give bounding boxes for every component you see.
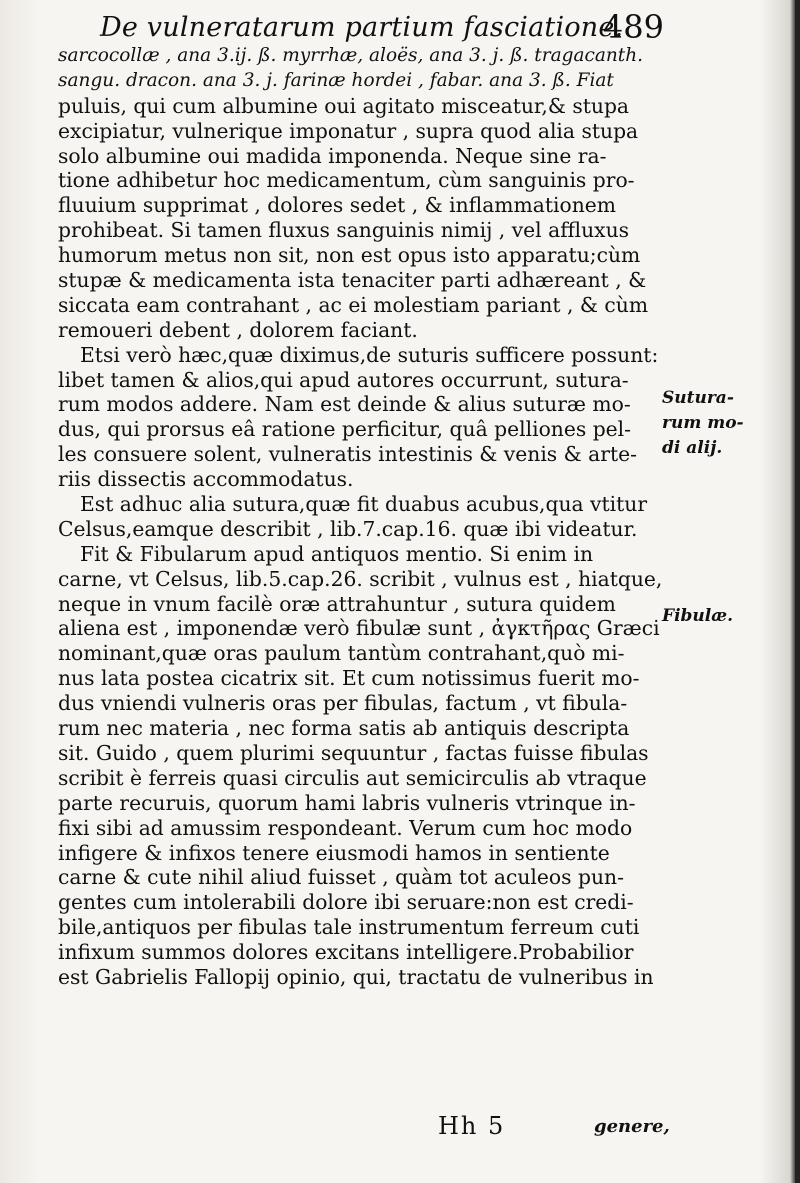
signature-mark: Hh 5 bbox=[438, 1112, 506, 1140]
margin-note-line: di alij. bbox=[662, 438, 723, 458]
text-line: Celsus,eamque describit , lib.7.cap.16. quæ ibi videatur. bbox=[58, 516, 638, 541]
text-line: est Gabrielis Fallopij opinio, qui, tractatu de vulneribus in bbox=[58, 964, 654, 989]
margin-note-line: Sutura- bbox=[662, 388, 734, 408]
text-line: rum nec materia , nec forma satis ab antiquis descripta bbox=[58, 716, 630, 741]
margin-note-sutura bbox=[662, 386, 792, 461]
text-line: fluuium supprimat , dolores sedet , & inflammationem bbox=[58, 193, 617, 218]
text-line: Est adhuc alia sutura,quæ fit duabus acubus,qua vtitur bbox=[80, 492, 648, 517]
text-line: carne & cute nihil aliud fuisset , quàm tot aculeos pun- bbox=[58, 865, 624, 890]
text-line: neque in vnum facilè oræ attrahuntur , sutura quidem bbox=[58, 591, 616, 616]
text-line: remoueri debent , dolorem faciant. bbox=[58, 317, 418, 342]
text-line: parte recuruis, quorum hami labris vulneris vtrinque in- bbox=[58, 790, 636, 815]
text-line: gentes cum intolerabili dolore ibi seruare:non est credi- bbox=[58, 890, 634, 915]
text-line: carne, vt Celsus, lib.5.cap.26. scribit , vulnus est , hiatque, bbox=[58, 566, 663, 591]
text-line: sarcocollæ , ana 3.ij. ß. myrrhæ, aloës, ana 3. j. ß. tragacanth. bbox=[58, 45, 644, 66]
text-line: prohibeat. Si tamen fluxus sanguinis nimij , vel affluxus bbox=[58, 218, 630, 243]
text-line: dus vniendi vulneris oras per fibulas, factum , vt fibula- bbox=[58, 691, 628, 716]
text-line: tione adhibetur hoc medicamentum, cùm sanguinis pro- bbox=[58, 168, 635, 193]
text-line: Fit & Fibularum apud antiquos mentio. Si enim in bbox=[80, 541, 594, 566]
text-line: siccata eam contrahant , ac ei molestiam pariant , & cùm bbox=[58, 292, 649, 317]
page-edge-shadow bbox=[795, 0, 800, 1183]
text-line: sangu. dracon. ana 3. j. farinæ hordei , fabar. ana 3. ß. Fiat bbox=[58, 69, 614, 91]
text-line: infixum summos dolores excitans intelligere.Probabilior bbox=[58, 940, 634, 965]
text-line: riis dissectis accommodatus. bbox=[58, 467, 354, 492]
text-line: sit. Guido , quem plurimi sequuntur , factas fuisse fibulas bbox=[58, 740, 649, 765]
text-line: infigere & infixos tenere eiusmodi hamos in sentiente bbox=[58, 840, 610, 865]
text-line: scribit è ferreis quasi circulis aut semicirculis ab vtraque bbox=[58, 765, 647, 790]
text-line: nominant,quæ oras paulum tantùm contrahant,quò mi- bbox=[58, 641, 625, 666]
text-line: solo albumine oui madida imponenda. Neque sine ra- bbox=[58, 143, 607, 168]
body-text bbox=[58, 44, 663, 990]
page-footer bbox=[0, 1112, 800, 1152]
text-line: rum modos addere. Nam est deinde & alius suturæ mo- bbox=[58, 392, 631, 417]
margin-note-line: rum mo- bbox=[662, 413, 744, 433]
text-line: Etsi verò hæc,quæ diximus,de suturis sufficere possunt: bbox=[80, 342, 659, 367]
text-line: excipiatur, vulnerique imponatur , supra quod alia stupa bbox=[58, 118, 639, 143]
text-line: bile,antiquos per fibulas tale instrumentum ferreum cuti bbox=[58, 915, 640, 940]
page-number: 489 bbox=[602, 8, 664, 46]
text-line: stupæ & medicamenta ista tenaciter parti adhæreant , & bbox=[58, 268, 647, 293]
running-title: De vulneratarum partium fasciatione. bbox=[100, 12, 624, 43]
catchword: genere, bbox=[594, 1116, 670, 1137]
text-line: les consuere solent, vulneratis intestinis & venis & arte- bbox=[58, 442, 637, 467]
text-line: libet tamen & alios,qui apud autores occurrunt, sutura- bbox=[58, 367, 629, 392]
text-line: puluis, qui cum albumine oui agitato misceatur,& stupa bbox=[58, 93, 630, 118]
text-line: nus lata postea cicatrix sit. Et cum notissimus fuerit mo- bbox=[58, 666, 640, 691]
text-line: dus, qui prorsus eâ ratione perficitur, quâ pelliones pel- bbox=[58, 417, 632, 442]
text-line: humorum metus non sit, non est opus isto apparatu;cùm bbox=[58, 243, 641, 268]
margin-note-fibulae: Fibulæ. bbox=[662, 606, 733, 626]
text-line: fixi sibi ad amussim respondeant. Verum cum hoc modo bbox=[58, 815, 633, 840]
page-header bbox=[100, 6, 664, 48]
text-line: aliena est , imponendæ verò fibulæ sunt , ἀγκτῆρας Græci bbox=[58, 616, 660, 641]
